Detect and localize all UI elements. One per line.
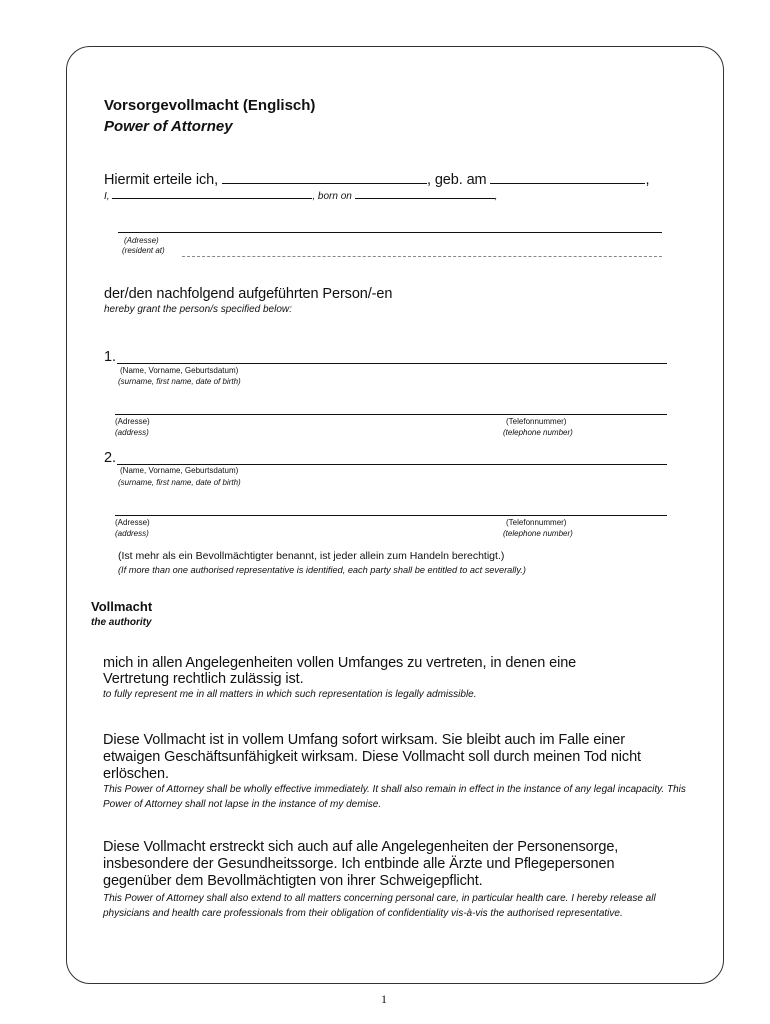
person-1-address-label-de: (Adresse) (115, 417, 150, 426)
grant-text-de: der/den nachfolgend aufgeführten Person/-en (104, 286, 393, 302)
person-2-address-label-de: (Adresse) (115, 518, 150, 527)
grantor-comma-de: , (645, 172, 650, 188)
grantor-birthdate-field-en (355, 189, 495, 199)
grantor-born-de: , geb. am (426, 172, 487, 188)
paragraph-3-en: This Power of Attorney shall also extend to all matters concerning personal care, in particular health care. I hereby release all physicians and health care professionals from their obligation of confidentiality vis-à-vis the authorised representative. (103, 893, 656, 919)
person-2-name-label-en: (surname, first name, date of birth) (118, 478, 241, 487)
grantor-address-field[interactable] (118, 232, 662, 233)
grantor-prefix-de: Hiermit erteile ich, (104, 172, 219, 188)
paragraph-1-de: mich in allen Angelegenheiten vollen Umfanges zu vertreten, in denen eine Vertretung rechtlich zulässig ist. (103, 655, 577, 687)
person-2-phone-label-en: (telephone number) (503, 529, 573, 538)
authority-heading-de: Vollmacht (91, 599, 153, 614)
person-1-phone-label-en: (telephone number) (503, 428, 573, 437)
paragraph-1-en: to fully represent me in all matters in which such representation is legally admissible. (103, 689, 477, 700)
grantor-address-dotted-line (182, 256, 662, 257)
document-title: Vorsorgevollmacht (Englisch) (104, 97, 316, 114)
grantor-address-label-en: (resident at) (122, 246, 165, 255)
grantor-prefix-en: I, (104, 191, 110, 202)
grantor-comma-en: , (494, 191, 498, 202)
person-2-address-label-en: (address) (115, 529, 149, 538)
document-subtitle: Power of Attorney (104, 118, 233, 135)
page-number: 1 (381, 992, 387, 1006)
paragraph-2-en: This Power of Attorney shall be wholly effective immediately. It shall also remain in effect in the instance of any legal incapacity. This Power of Attorney shall not lapse in the instance of my demise. (103, 784, 686, 810)
grantor-line-de (104, 171, 649, 188)
paragraph-2-de: Diese Vollmacht ist in vollem Umfang sofort wirksam. Sie bleibt auch im Falle einer etwaigen Geschäftsunfähigkeit wirksam. Diese Vollmacht soll durch meinen Tod nicht erlöschen. (103, 732, 641, 782)
person-1-phone-label-de: (Telefonnummer) (506, 417, 567, 426)
person-1-address-field[interactable] (115, 414, 667, 415)
person-1-name-label-de: (Name, Vorname, Geburtsdatum) (120, 366, 239, 375)
several-agents-note-en: (If more than one authorised representative is identified, each party shall be entitled to act severally.) (118, 565, 526, 575)
person-2-name-field[interactable] (117, 464, 667, 465)
grantor-born-en: , born on (312, 191, 352, 202)
grant-text-en: hereby grant the person/s specified below: (104, 304, 292, 315)
authority-heading-en: the authority (91, 617, 152, 628)
person-2-name-label-de: (Name, Vorname, Geburtsdatum) (120, 466, 239, 475)
person-2-phone-label-de: (Telefonnummer) (506, 518, 567, 527)
grantor-line-en (104, 189, 497, 202)
paragraph-3-de: Diese Vollmacht erstreckt sich auch auf alle Angelegenheiten der Personensorge, insbesondere der Gesundheitssorge. Ich entbinde alle Ärzte und Pflegepersonen gegenüber dem Bevollmächtigten von ihrer Schweigepflicht. (103, 839, 619, 889)
grantor-name-field-en (112, 189, 312, 199)
several-agents-note-de: (Ist mehr als ein Bevollmächtigter benannt, ist jeder allein zum Handeln berechtigt.) (118, 550, 505, 562)
person-1-name-field[interactable] (117, 363, 667, 364)
grantor-birthdate-field[interactable] (490, 171, 645, 184)
person-2-number: 2. (104, 450, 116, 466)
person-1-number: 1. (104, 349, 116, 365)
person-1-address-label-en: (address) (115, 428, 149, 437)
grantor-address-label-de: (Adresse) (124, 236, 159, 245)
person-2-address-field[interactable] (115, 515, 667, 516)
person-1-name-label-en: (surname, first name, date of birth) (118, 377, 241, 386)
grantor-name-field[interactable] (222, 171, 427, 184)
